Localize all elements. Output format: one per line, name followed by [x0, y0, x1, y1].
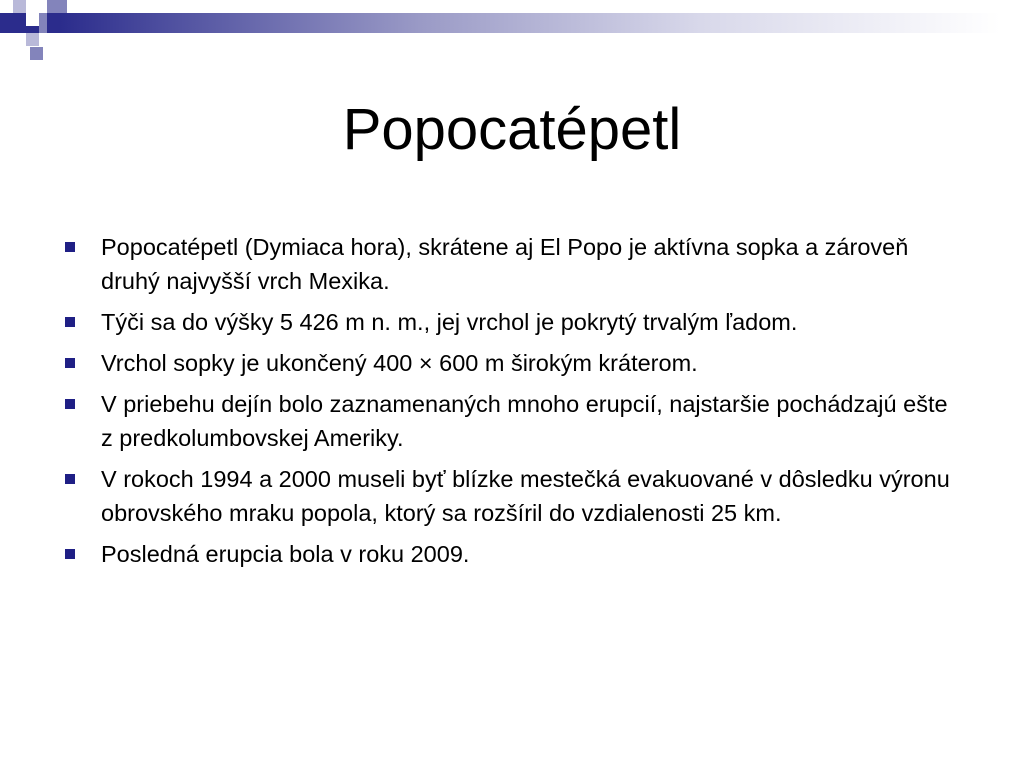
bullet-text: Popocatépetl (Dymiaca hora), skrátene aj El Popo je aktívna sopka a zároveň druhý najvyšší vrch Mexika.	[101, 234, 909, 294]
square-bullet-icon	[65, 549, 75, 559]
header-band-decoration	[0, 13, 1024, 33]
list-item	[64, 346, 964, 380]
bullet-text: V priebehu dejín bolo zaznamenaných mnoho erupcií, najstaršie pochádzajú ešte z predkolumbovskej Ameriky.	[101, 391, 948, 451]
list-item	[64, 230, 964, 298]
square-bullet-icon	[65, 474, 75, 484]
square-bullet-icon	[65, 317, 75, 327]
list-item	[64, 462, 964, 530]
list-item	[64, 387, 964, 455]
bullet-text: Vrchol sopky je ukončený 400 × 600 m širokým kráterom.	[101, 350, 698, 376]
square-bullet-icon	[65, 399, 75, 409]
list-item	[64, 537, 964, 571]
bullet-text: Posledná erupcia bola v roku 2009.	[101, 541, 470, 567]
bullet-text: V rokoch 1994 a 2000 museli byť blízke mestečká evakuované v dôsledku výronu obrovského mraku popola, ktorý sa rozšíril do vzdialenosti 25 km.	[101, 466, 950, 526]
list-item	[64, 305, 964, 339]
square-bullet-icon	[65, 358, 75, 368]
slide-title: Popocatépetl	[342, 97, 682, 162]
square-bullet-icon	[65, 242, 75, 252]
bullet-list	[64, 230, 964, 578]
bullet-text: Týči sa do výšky 5 426 m n. m., jej vrchol je pokrytý trvalým ľadom.	[101, 309, 798, 335]
